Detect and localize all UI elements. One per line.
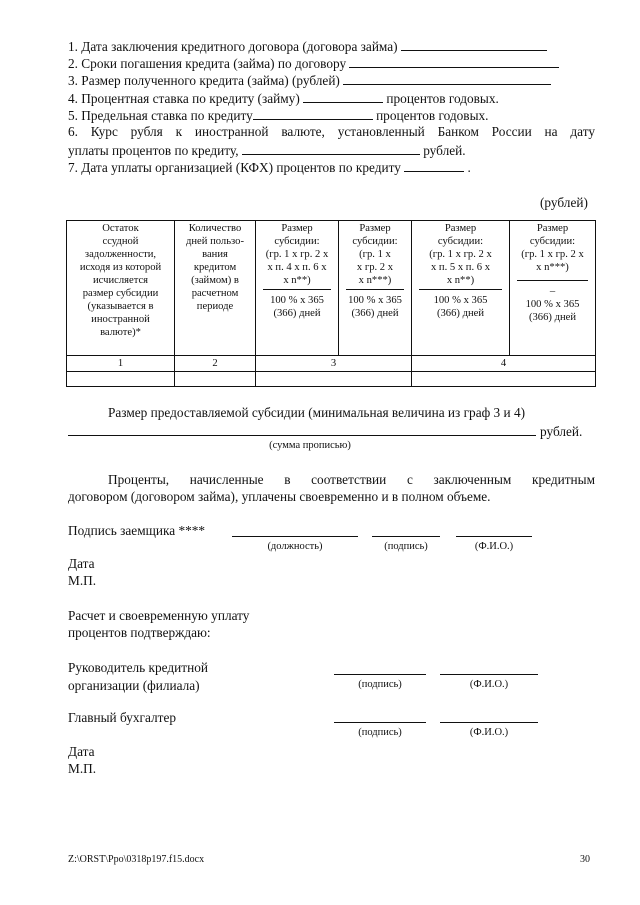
item-4-blank <box>303 90 383 103</box>
item-5-suffix: процентов годовых. <box>376 108 489 123</box>
head-line-1: Руководитель кредитной <box>68 660 208 675</box>
date-label-2: Дата <box>68 744 95 759</box>
item-5 <box>68 107 488 124</box>
item-1-text: 1. Дата заключения кредитного договора (договора займа) <box>68 39 398 54</box>
paid-line-1: Проценты, начисленные в соответствии с заключенным кредитным <box>108 472 595 487</box>
item-6-cont-text: уплаты процентов по кредиту, <box>68 143 239 158</box>
accountant-caption-fio: (Ф.И.О.) <box>469 727 509 738</box>
head-line-2: организации (филиала) <box>68 678 200 693</box>
column-number-4: 4 <box>412 356 596 372</box>
item-2-blank <box>349 55 559 68</box>
subsidy-suffix: рублей. <box>540 424 583 439</box>
item-6-suffix: рублей. <box>423 143 466 158</box>
subsidy-table <box>66 220 596 387</box>
confirm-line-2: процентов подтверждаю: <box>68 625 211 640</box>
fraction-bar <box>517 280 588 281</box>
item-3 <box>68 72 551 89</box>
confirm-line-1: Расчет и своевременную уплату <box>68 608 250 623</box>
item-7-blank <box>404 159 464 172</box>
item-6 <box>68 124 595 140</box>
subsidy-amount-blank <box>68 434 536 436</box>
caption-position: (должность) <box>267 541 323 552</box>
empty-cell <box>412 372 596 387</box>
item-5-blank <box>253 107 373 120</box>
caption-signature: (подпись) <box>384 541 428 552</box>
accountant-label: Главный бухгалтер <box>68 710 177 725</box>
item-6-blank <box>242 142 420 155</box>
accountant-signature-blank <box>334 721 426 723</box>
signature-blank <box>372 535 440 537</box>
item-3-text: 3. Размер полученного кредита (займа) (рублей) <box>68 73 340 88</box>
fraction-bar <box>419 289 502 290</box>
column-number-1: 1 <box>67 356 175 372</box>
fio-blank <box>456 535 532 537</box>
sum-caption: (сумма прописью) <box>269 440 351 451</box>
item-7 <box>68 159 471 176</box>
units-label: (рублей) <box>540 195 588 210</box>
stamp-label-2: М.П. <box>68 761 97 776</box>
item-6-text: 6. Курс рубля к иностранной валюте, установленный Банком России на дату <box>68 124 595 139</box>
item-7-text: 7. Дата уплаты организацией (КФХ) процентов по кредиту <box>68 160 401 175</box>
item-2 <box>68 55 559 72</box>
fraction-bar <box>346 289 404 290</box>
table-empty-row <box>67 372 596 387</box>
accountant-fio-blank <box>440 721 538 723</box>
page-number: 30 <box>580 854 590 865</box>
header-col-3a: Размер субсидии: (гр. 1 х гр. 2 х х п. 4 х п. 6 х х n**) 100 % х 365 (366) дней <box>256 221 339 356</box>
header-col-4b: Размер субсидии: (гр. 1 х гр. 2 х х n***) – 100 % х 365 (366) дней <box>510 221 596 356</box>
table-number-row <box>67 356 596 372</box>
column-number-2: 2 <box>175 356 256 372</box>
paid-line-2: договором (договором займа), уплачены своевременно и в полном объеме. <box>68 489 491 504</box>
item-2-text: 2. Сроки погашения кредита (займа) по договору <box>68 56 347 71</box>
item-5-text: 5. Предельная ставка по кредиту <box>68 108 253 123</box>
empty-cell <box>175 372 256 387</box>
column-number-3: 3 <box>256 356 412 372</box>
header-col-1: Остаток ссудной задолженности, исходя из которой исчисляется размер субсидии (указывается в иностранной валюте)* <box>67 221 175 356</box>
stamp-label-1: М.П. <box>68 573 97 588</box>
item-1-blank <box>401 38 547 51</box>
item-4-suffix: процентов годовых. <box>386 91 499 106</box>
item-6-cont <box>68 142 466 159</box>
header-col-2: Количество дней пользо- вания кредитом (займом) в расчетном периоде <box>175 221 256 356</box>
item-4-text: 4. Процентная ставка по кредиту (займу) <box>68 91 300 106</box>
fraction-bar <box>263 289 331 290</box>
item-4 <box>68 90 499 107</box>
item-3-blank <box>343 72 551 85</box>
position-blank <box>232 535 358 537</box>
head-caption-signature: (подпись) <box>358 679 402 690</box>
header-col-3b: Размер субсидии: (гр. 1 х х гр. 2 х х n***) 100 % х 365 (366) дней <box>339 221 412 356</box>
item-7-suffix: . <box>467 160 471 175</box>
head-signature-blank <box>334 673 426 675</box>
date-label-1: Дата <box>68 556 95 571</box>
subsidy-size-line: Размер предоставляемой субсидии (минимальная величина из граф 3 и 4) <box>108 405 526 420</box>
empty-cell <box>67 372 175 387</box>
head-caption-fio: (Ф.И.О.) <box>469 679 509 690</box>
borrower-signature-label: Подпись заемщика **** <box>68 523 206 538</box>
accountant-caption-signature: (подпись) <box>358 727 402 738</box>
item-1 <box>68 38 547 55</box>
head-fio-blank <box>440 673 538 675</box>
header-col-4a: Размер субсидии: (гр. 1 х гр. 2 х х п. 5 х п. 6 х х n**) 100 % х 365 (366) дней <box>412 221 510 356</box>
empty-cell <box>256 372 412 387</box>
footer-file-path: Z:\ORST\Ppo\0318p197.f15.docx <box>68 854 205 865</box>
table-header-row <box>67 221 596 356</box>
caption-fio: (Ф.И.О.) <box>474 541 514 552</box>
